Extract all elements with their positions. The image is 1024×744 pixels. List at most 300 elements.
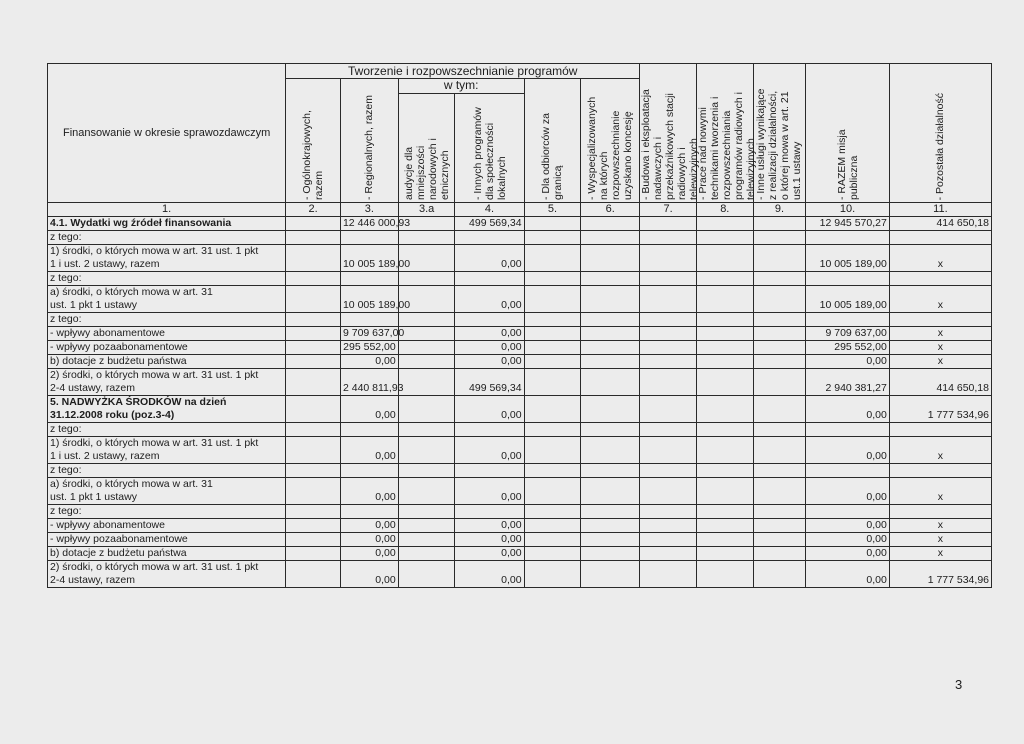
table-row	[48, 355, 992, 369]
col-number: 4.	[455, 203, 524, 217]
cell-c4: 0,00	[455, 533, 524, 547]
cell-c3: 295 552,00	[340, 341, 398, 355]
table-row	[48, 478, 992, 505]
cell-c3a	[398, 327, 455, 341]
cell-c4: 0,00	[455, 286, 524, 313]
cell-c3a	[398, 437, 455, 464]
cell-c5	[524, 313, 581, 327]
cell-c10: 9 709 637,00	[806, 327, 890, 341]
col-5-header: - Dla odbiorców za granicą	[524, 79, 581, 203]
cell-c3a	[398, 547, 455, 561]
cell-c6	[581, 547, 640, 561]
cell-c9	[753, 313, 806, 327]
cell-c10	[806, 423, 890, 437]
cell-c9	[753, 547, 806, 561]
cell-c8	[696, 245, 753, 272]
cell-c8	[696, 369, 753, 396]
cell-c8	[696, 217, 753, 231]
cell-c11: x	[889, 245, 991, 272]
cell-c8	[696, 327, 753, 341]
table-body	[48, 217, 992, 588]
cell-c3a	[398, 561, 455, 588]
cell-c2	[286, 437, 341, 464]
cell-c11: x	[889, 341, 991, 355]
cell-c7	[640, 533, 697, 547]
table-row	[48, 396, 992, 423]
cell-c8	[696, 396, 753, 423]
cell-c10	[806, 505, 890, 519]
cell-c10	[806, 272, 890, 286]
cell-c8	[696, 561, 753, 588]
cell-c7	[640, 313, 697, 327]
cell-c3a	[398, 272, 455, 286]
row-label: - wpływy pozaabonamentowe	[48, 341, 286, 355]
cell-c4: 0,00	[455, 327, 524, 341]
cell-c5	[524, 478, 581, 505]
cell-c2	[286, 369, 341, 396]
cell-c9	[753, 464, 806, 478]
cell-c6	[581, 437, 640, 464]
cell-c6	[581, 286, 640, 313]
cell-c4: 0,00	[455, 355, 524, 369]
cell-c3a	[398, 505, 455, 519]
table-row	[48, 272, 992, 286]
cell-c5	[524, 245, 581, 272]
cell-c6	[581, 561, 640, 588]
cell-c7	[640, 217, 697, 231]
cell-c3: 12 446 000,93	[340, 217, 398, 231]
cell-c7	[640, 478, 697, 505]
financing-table	[47, 63, 992, 588]
cell-c4: 0,00	[455, 245, 524, 272]
cell-c10	[806, 464, 890, 478]
cell-c10: 0,00	[806, 437, 890, 464]
column-numbers-row	[48, 203, 992, 217]
cell-c2	[286, 245, 341, 272]
cell-c2	[286, 327, 341, 341]
cell-c6	[581, 533, 640, 547]
cell-c3	[340, 313, 398, 327]
cell-c11: 414 650,18	[889, 369, 991, 396]
row-label-line-1: a) środki, o których mowa w art. 31	[50, 478, 213, 490]
row-label: 4.1. Wydatki wg źródeł finansowania	[48, 217, 286, 231]
cell-c4: 0,00	[455, 519, 524, 533]
cell-c3: 0,00	[340, 547, 398, 561]
cell-c3	[340, 464, 398, 478]
cell-c6	[581, 505, 640, 519]
cell-c8	[696, 547, 753, 561]
row-label: b) dotacje z budżetu państwa	[48, 547, 286, 561]
cell-c9	[753, 231, 806, 245]
row-label: z tego:	[48, 464, 286, 478]
cell-c11: 1 777 534,96	[889, 396, 991, 423]
cell-c11	[889, 423, 991, 437]
col-6-header: - Wyspecjalizowanych na których rozpowszechnianie uzyskano koncesję	[581, 79, 640, 203]
row-label-line-2: 1 i ust. 2 ustawy, razem	[50, 450, 160, 462]
cell-c7	[640, 423, 697, 437]
table-row	[48, 437, 992, 464]
cell-c11: x	[889, 327, 991, 341]
col-number: 6.	[581, 203, 640, 217]
cell-c8	[696, 286, 753, 313]
cell-c9	[753, 478, 806, 505]
cell-c4: 0,00	[455, 561, 524, 588]
cell-c6	[581, 272, 640, 286]
col-8-header: - Prace nad nowymi technikami tworzenia i rozpowszechniania programów radiowych i telewizyjnych	[696, 64, 753, 203]
row-label: z tego:	[48, 231, 286, 245]
cell-c7	[640, 369, 697, 396]
cell-c4: 0,00	[455, 478, 524, 505]
cell-c9	[753, 286, 806, 313]
cell-c9	[753, 437, 806, 464]
cell-c5	[524, 327, 581, 341]
col-11-header: - Pozostała działalność	[889, 64, 991, 203]
cell-c3	[340, 272, 398, 286]
table-row	[48, 327, 992, 341]
cell-c3: 2 440 811,93	[340, 369, 398, 396]
cell-c4	[455, 505, 524, 519]
cell-c6	[581, 423, 640, 437]
cell-c6	[581, 369, 640, 396]
cell-c9	[753, 505, 806, 519]
cell-c3a	[398, 396, 455, 423]
cell-c10	[806, 313, 890, 327]
row-label-line-2: 1 i ust. 2 ustawy, razem	[50, 258, 160, 270]
col-7-header: - Budowa i eksploatacja nadawczych i przekaźnikowych stacji radiowych i telewizyjnych	[640, 64, 697, 203]
cell-c8	[696, 231, 753, 245]
table-row	[48, 464, 992, 478]
cell-c6	[581, 231, 640, 245]
cell-c6	[581, 313, 640, 327]
table-row	[48, 286, 992, 313]
table-row	[48, 423, 992, 437]
row-label	[48, 286, 286, 313]
row-label-line-1: 5. NADWYŻKA ŚRODKÓW na dzień	[50, 396, 227, 408]
cell-c7	[640, 396, 697, 423]
row-label	[48, 478, 286, 505]
row-label-line-2: ust. 1 pkt 1 ustawy	[50, 491, 137, 503]
cell-c3a	[398, 231, 455, 245]
cell-c11: x	[889, 355, 991, 369]
cell-c3a	[398, 369, 455, 396]
cell-c11: x	[889, 478, 991, 505]
cell-c5	[524, 437, 581, 464]
cell-c7	[640, 437, 697, 464]
cell-c9	[753, 369, 806, 396]
page-number: 3	[955, 677, 963, 692]
cell-c8	[696, 355, 753, 369]
cell-c2	[286, 561, 341, 588]
cell-c11: x	[889, 519, 991, 533]
cell-c3a	[398, 533, 455, 547]
cell-c10: 0,00	[806, 533, 890, 547]
cell-c2	[286, 355, 341, 369]
row-label-line-2: 31.12.2008 roku (poz.3-4)	[50, 409, 175, 421]
row-label-line-1: a) środki, o których mowa w art. 31	[50, 286, 213, 298]
cell-c10: 0,00	[806, 396, 890, 423]
cell-c3a	[398, 478, 455, 505]
cell-c5	[524, 423, 581, 437]
table-row	[48, 341, 992, 355]
w-tym-label: w tym:	[398, 79, 524, 94]
col-number: 11.	[889, 203, 991, 217]
cell-c3a	[398, 341, 455, 355]
cell-c11	[889, 464, 991, 478]
cell-c10: 0,00	[806, 561, 890, 588]
row-label	[48, 561, 286, 588]
cell-c11: x	[889, 533, 991, 547]
cell-c9	[753, 519, 806, 533]
cell-c4	[455, 231, 524, 245]
cell-c2	[286, 423, 341, 437]
row-label-line-1: 2) środki, o których mowa w art. 31 ust. 1 pkt	[50, 561, 259, 573]
table-row	[48, 547, 992, 561]
cell-c2	[286, 519, 341, 533]
cell-c3: 9 709 637,00	[340, 327, 398, 341]
cell-c5	[524, 547, 581, 561]
cell-c5	[524, 272, 581, 286]
cell-c8	[696, 313, 753, 327]
cell-c3: 0,00	[340, 437, 398, 464]
cell-c3: 0,00	[340, 355, 398, 369]
cell-c9	[753, 423, 806, 437]
cell-c11	[889, 231, 991, 245]
cell-c5	[524, 286, 581, 313]
cell-c9	[753, 341, 806, 355]
cell-c10: 10 005 189,00	[806, 245, 890, 272]
cell-c9	[753, 396, 806, 423]
col-number: 9.	[753, 203, 806, 217]
table-row	[48, 533, 992, 547]
cell-c3: 10 005 189,00	[340, 286, 398, 313]
cell-c4	[455, 272, 524, 286]
cell-c7	[640, 519, 697, 533]
group-title: Tworzenie i rozpowszechnianie programów	[286, 64, 640, 79]
table-row	[48, 245, 992, 272]
cell-c7	[640, 547, 697, 561]
cell-c8	[696, 464, 753, 478]
cell-c3: 0,00	[340, 396, 398, 423]
cell-c10: 0,00	[806, 355, 890, 369]
cell-c9	[753, 533, 806, 547]
cell-c5	[524, 561, 581, 588]
table-row	[48, 313, 992, 327]
cell-c7	[640, 272, 697, 286]
row-label: z tego:	[48, 505, 286, 519]
cell-c2	[286, 313, 341, 327]
col-number: 3.a	[398, 203, 455, 217]
col-9-header: - Inne usługi wynikające z realizacji działalności, o której mowa w art. 21 ust.1 ustawy	[753, 64, 806, 203]
cell-c11: x	[889, 437, 991, 464]
row-label-line-1: 2) środki, o których mowa w art. 31 ust. 1 pkt	[50, 369, 259, 381]
cell-c10: 10 005 189,00	[806, 286, 890, 313]
cell-c7	[640, 231, 697, 245]
cell-c7	[640, 341, 697, 355]
cell-c5	[524, 533, 581, 547]
cell-c3: 10 005 189,00	[340, 245, 398, 272]
cell-c10: 0,00	[806, 519, 890, 533]
cell-c11	[889, 313, 991, 327]
row-label: - wpływy abonamentowe	[48, 327, 286, 341]
cell-c2	[286, 533, 341, 547]
cell-c7	[640, 505, 697, 519]
cell-c3a	[398, 313, 455, 327]
cell-c8	[696, 533, 753, 547]
cell-c6	[581, 217, 640, 231]
cell-c3a	[398, 519, 455, 533]
col-4-header: - Innych programów dla społeczności lokalnych	[455, 94, 524, 203]
cell-c5	[524, 396, 581, 423]
cell-c9	[753, 272, 806, 286]
cell-c4: 0,00	[455, 437, 524, 464]
row-label: b) dotacje z budżetu państwa	[48, 355, 286, 369]
cell-c3a	[398, 464, 455, 478]
cell-c2	[286, 505, 341, 519]
col-number: 8.	[696, 203, 753, 217]
cell-c11: x	[889, 286, 991, 313]
cell-c8	[696, 341, 753, 355]
row-label-line-2: 2-4 ustawy, razem	[50, 574, 135, 586]
table-row	[48, 369, 992, 396]
cell-c11: 414 650,18	[889, 217, 991, 231]
cell-c5	[524, 341, 581, 355]
row-label	[48, 437, 286, 464]
cell-c5	[524, 519, 581, 533]
cell-c7	[640, 561, 697, 588]
cell-c3: 0,00	[340, 533, 398, 547]
row-label-line-2: 2-4 ustawy, razem	[50, 382, 135, 394]
cell-c2	[286, 217, 341, 231]
col-3a-header: audycje dla mniejszości narodowych i etnicznych	[398, 94, 455, 203]
cell-c3: 0,00	[340, 561, 398, 588]
cell-c4	[455, 464, 524, 478]
row-label-line-2: ust. 1 pkt 1 ustawy	[50, 299, 137, 311]
table-row	[48, 231, 992, 245]
cell-c11: 1 777 534,96	[889, 561, 991, 588]
cell-c9	[753, 327, 806, 341]
row-label: - wpływy pozaabonamentowe	[48, 533, 286, 547]
cell-c6	[581, 355, 640, 369]
col-number: 1.	[48, 203, 286, 217]
cell-c4	[455, 423, 524, 437]
cell-c6	[581, 519, 640, 533]
cell-c7	[640, 355, 697, 369]
cell-c4	[455, 313, 524, 327]
col-number: 2.	[286, 203, 341, 217]
cell-c4: 499 569,34	[455, 217, 524, 231]
cell-c8	[696, 519, 753, 533]
cell-c10: 2 940 381,27	[806, 369, 890, 396]
cell-c10: 12 945 570,27	[806, 217, 890, 231]
cell-c5	[524, 231, 581, 245]
cell-c3	[340, 231, 398, 245]
row-label: - wpływy abonamentowe	[48, 519, 286, 533]
cell-c9	[753, 245, 806, 272]
row-label-line-1: 1) środki, o których mowa w art. 31 ust. 1 pkt	[50, 437, 259, 449]
cell-c6	[581, 327, 640, 341]
cell-c5	[524, 217, 581, 231]
col-number: 10.	[806, 203, 890, 217]
cell-c8	[696, 478, 753, 505]
cell-c4: 0,00	[455, 341, 524, 355]
row-label	[48, 396, 286, 423]
cell-c2	[286, 478, 341, 505]
cell-c7	[640, 245, 697, 272]
cell-c3a	[398, 355, 455, 369]
cell-c4: 499 569,34	[455, 369, 524, 396]
cell-c7	[640, 327, 697, 341]
table-row	[48, 519, 992, 533]
row-label: z tego:	[48, 272, 286, 286]
col-3-header: - Regionalnych, razem	[340, 79, 398, 203]
cell-c2	[286, 272, 341, 286]
cell-c11	[889, 272, 991, 286]
cell-c9	[753, 561, 806, 588]
cell-c5	[524, 505, 581, 519]
table-row	[48, 217, 992, 231]
cell-c10	[806, 231, 890, 245]
table-row	[48, 561, 992, 588]
row-label	[48, 369, 286, 396]
row-label	[48, 245, 286, 272]
row-label: z tego:	[48, 313, 286, 327]
cell-c5	[524, 355, 581, 369]
cell-c5	[524, 369, 581, 396]
row-label: z tego:	[48, 423, 286, 437]
cell-c3	[340, 423, 398, 437]
cell-c3: 0,00	[340, 519, 398, 533]
col-number: 5.	[524, 203, 581, 217]
cell-c2	[286, 231, 341, 245]
cell-c7	[640, 286, 697, 313]
col-2-header: - Ogólnokrajowych, razem	[286, 79, 341, 203]
cell-c2	[286, 547, 341, 561]
cell-c8	[696, 437, 753, 464]
row-label-line-1: 1) środki, o których mowa w art. 31 ust. 1 pkt	[50, 245, 259, 257]
cell-c11	[889, 505, 991, 519]
cell-c6	[581, 341, 640, 355]
cell-c7	[640, 464, 697, 478]
table-row	[48, 505, 992, 519]
cell-c2	[286, 396, 341, 423]
cell-c5	[524, 464, 581, 478]
header-row-label: Finansowanie w okresie sprawozdawczym	[48, 64, 286, 203]
cell-c6	[581, 478, 640, 505]
cell-c6	[581, 396, 640, 423]
cell-c2	[286, 464, 341, 478]
cell-c8	[696, 505, 753, 519]
cell-c6	[581, 464, 640, 478]
cell-c3	[340, 505, 398, 519]
cell-c6	[581, 245, 640, 272]
cell-c9	[753, 355, 806, 369]
cell-c10: 0,00	[806, 547, 890, 561]
cell-c10: 295 552,00	[806, 341, 890, 355]
cell-c2	[286, 341, 341, 355]
cell-c4: 0,00	[455, 396, 524, 423]
cell-c2	[286, 286, 341, 313]
cell-c3a	[398, 423, 455, 437]
col-number: 3.	[340, 203, 398, 217]
col-10-header: - RAZEM misja publiczna	[806, 64, 890, 203]
cell-c8	[696, 272, 753, 286]
cell-c3: 0,00	[340, 478, 398, 505]
cell-c8	[696, 423, 753, 437]
cell-c4: 0,00	[455, 547, 524, 561]
col-number: 7.	[640, 203, 697, 217]
cell-c10: 0,00	[806, 478, 890, 505]
cell-c11: x	[889, 547, 991, 561]
